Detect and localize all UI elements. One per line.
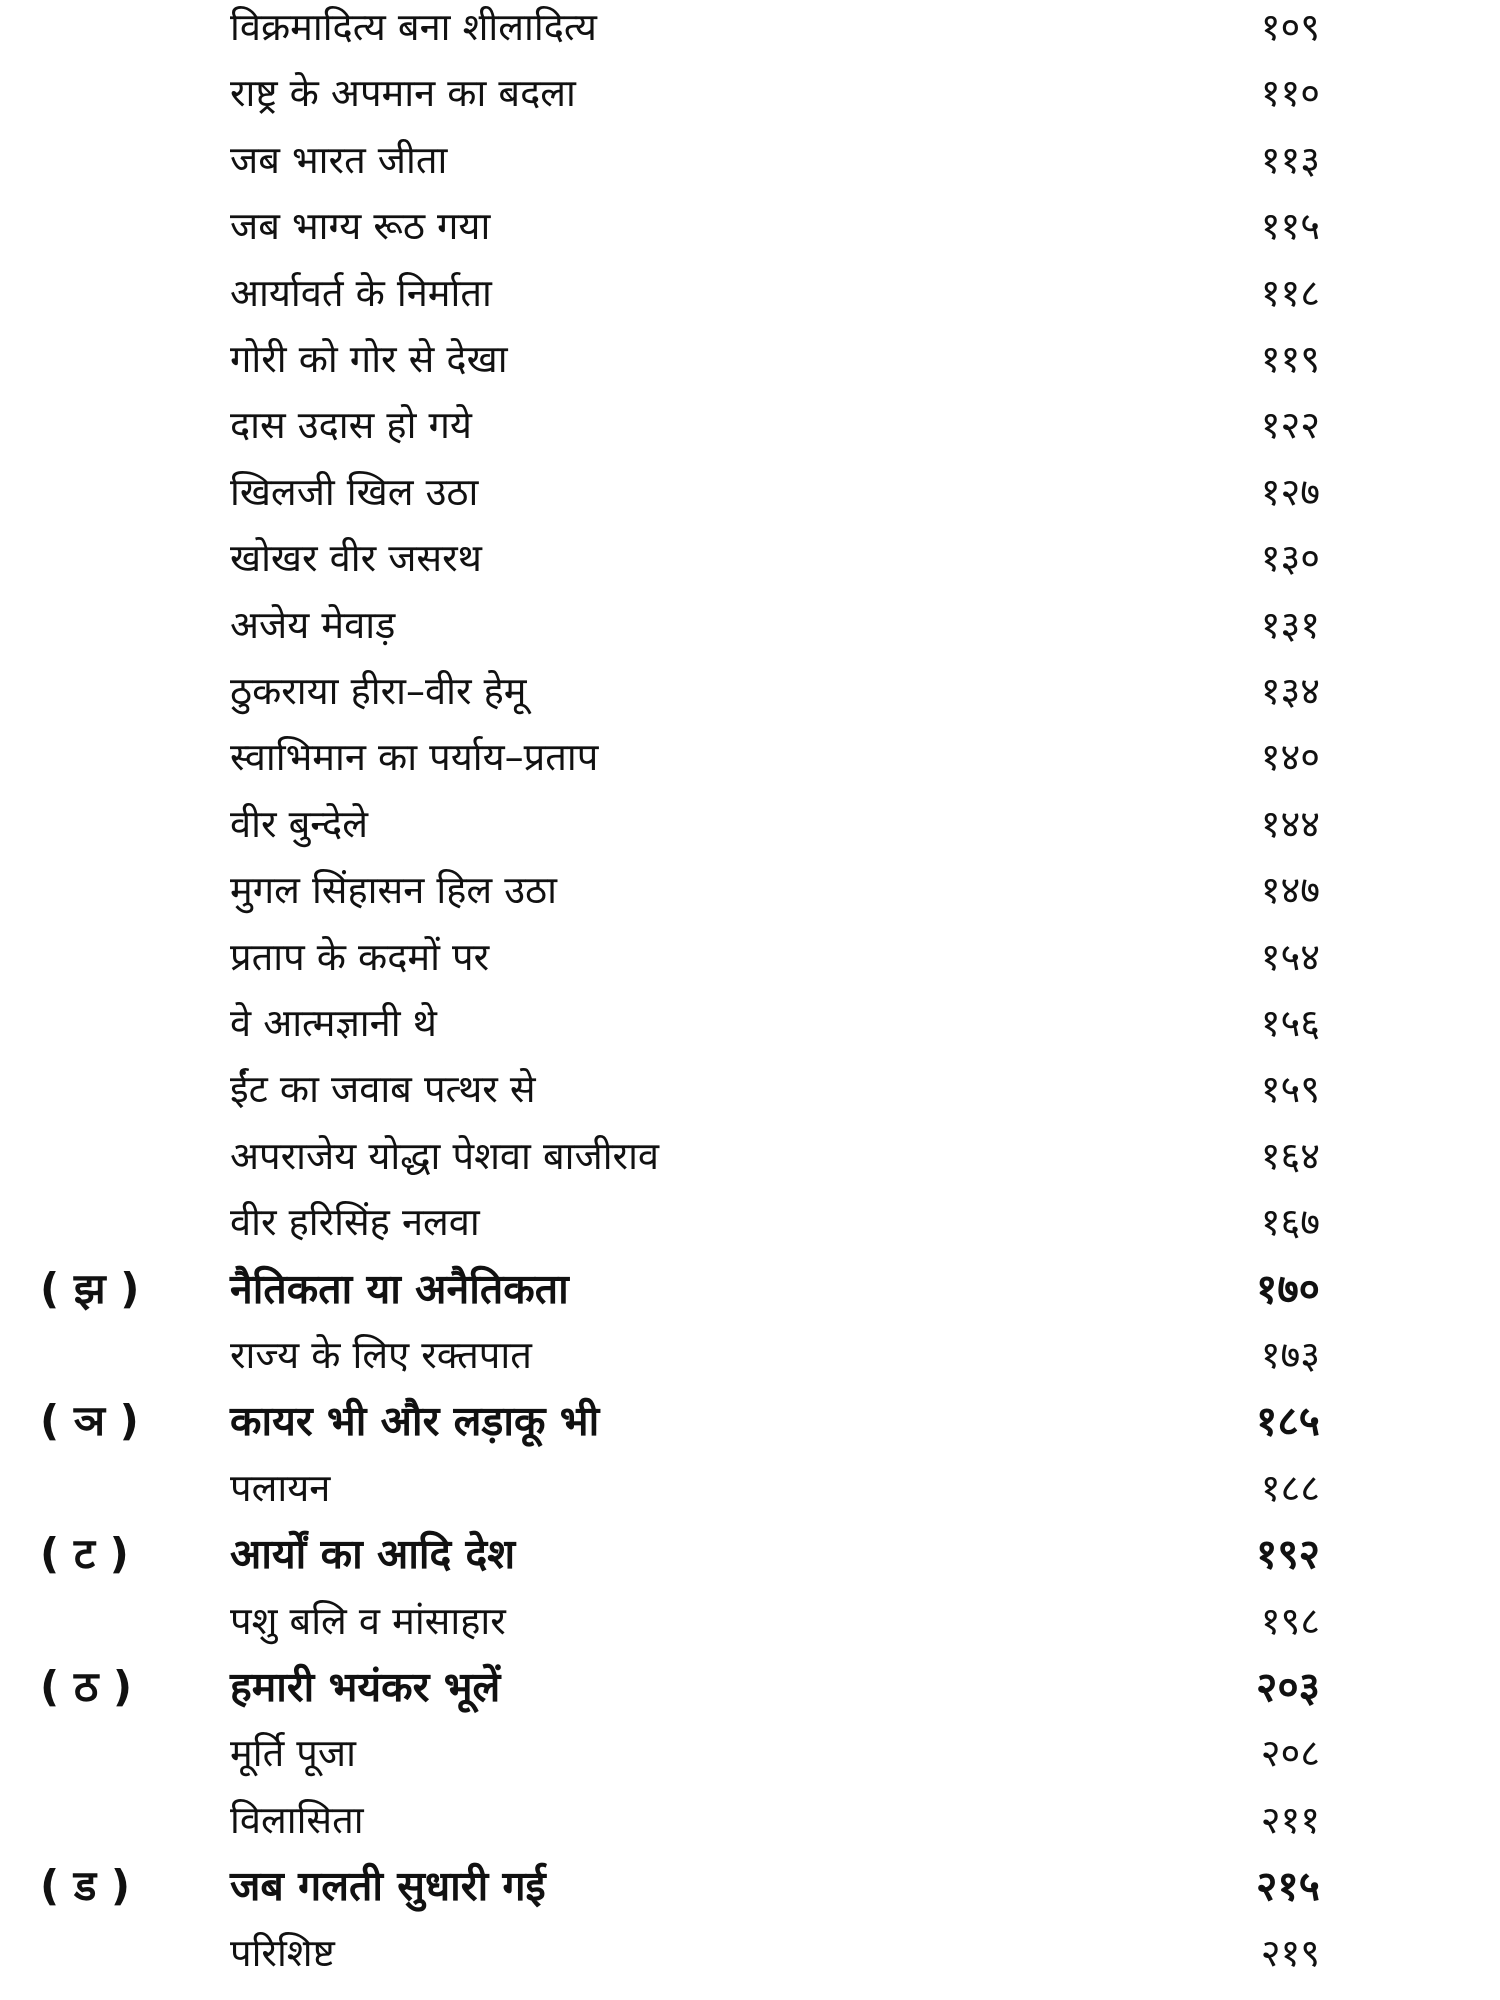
entry-title: दास उदास हो गये — [230, 403, 472, 448]
page-number: १४० — [1260, 735, 1320, 780]
entry-title: ठुकराया हीरा–वीर हेमू — [230, 669, 527, 713]
entry-title: वीर बुन्देले — [230, 801, 368, 846]
toc-entry-row — [0, 1588, 1500, 1654]
toc-entry-row — [0, 1322, 1500, 1388]
page-number: १६४ — [1260, 1133, 1320, 1178]
page-number: १५४ — [1260, 934, 1320, 979]
entry-title: आर्यावर्त के निर्माता — [230, 270, 492, 315]
toc-entry-row — [0, 791, 1500, 857]
toc-section-row — [0, 1521, 1500, 1587]
section-marker: ( ठ ) — [40, 1662, 133, 1711]
toc-entry-row — [0, 127, 1500, 193]
entry-title: विक्रमादित्य बना शीलादित्य — [230, 5, 597, 49]
entry-title: आर्यों का आदि देश — [230, 1530, 516, 1579]
page-number: १८५ — [1256, 1397, 1320, 1446]
entry-title: प्रताप के कदमों पर — [230, 934, 490, 979]
entry-title: जब भारत जीता — [230, 137, 448, 182]
toc-entry-row — [0, 924, 1500, 990]
page-number: २०३ — [1256, 1663, 1320, 1711]
toc-entry-row — [0, 0, 1500, 60]
toc-entry-row — [0, 1920, 1500, 1986]
entry-title: ईंट का जवाब पत्थर से — [230, 1067, 536, 1112]
entry-title: जब गलती सुधारी गई — [230, 1862, 546, 1911]
toc-section-row — [0, 1853, 1500, 1919]
toc-entry-row — [0, 1720, 1500, 1786]
page-number: १५६ — [1260, 1001, 1320, 1045]
page-number: १४४ — [1260, 801, 1320, 846]
entry-title: स्वाभिमान का पर्याय–प्रताप — [230, 735, 599, 780]
page-number: १७० — [1256, 1264, 1320, 1313]
entry-title: खिलजी खिल उठा — [230, 469, 479, 514]
toc-entry-row — [0, 1189, 1500, 1255]
page-number: १०९ — [1260, 5, 1320, 49]
entry-title: राज्य के लिए रक्तपात — [230, 1333, 532, 1377]
toc-entry-row — [0, 525, 1500, 591]
toc-entry-row — [0, 1123, 1500, 1189]
toc-entry-row — [0, 260, 1500, 326]
entry-title: अजेय मेवाड़ — [230, 602, 396, 647]
page-number: २१५ — [1256, 1862, 1320, 1911]
page-number: १३१ — [1260, 602, 1320, 647]
page-number: ११९ — [1260, 337, 1320, 381]
page-number: ११५ — [1260, 204, 1320, 249]
toc-entry-row — [0, 990, 1500, 1056]
page-number: १९८ — [1260, 1598, 1320, 1643]
page-number: १३४ — [1260, 669, 1320, 713]
entry-title: वीर हरिसिंह नलवा — [230, 1200, 480, 1245]
entry-title: वे आत्मज्ञानी थे — [230, 1001, 437, 1045]
section-marker: ( ञ ) — [40, 1396, 139, 1446]
page-number: १६७ — [1260, 1200, 1320, 1245]
entry-title: राष्ट्र के अपमान का बदला — [230, 71, 576, 116]
toc-entry-row — [0, 592, 1500, 658]
section-marker: ( ट ) — [40, 1529, 129, 1579]
toc-entry-row — [0, 1787, 1500, 1853]
entry-title: पलायन — [230, 1465, 331, 1510]
page-number: १४७ — [1260, 868, 1320, 913]
entry-title: जब भाग्य रूठ गया — [230, 204, 491, 249]
section-marker: ( ड ) — [40, 1861, 131, 1911]
toc-entry-row — [0, 724, 1500, 790]
entry-title: हमारी भयंकर भूलें — [230, 1663, 501, 1711]
entry-title: पशु बलि व मांसाहार — [230, 1598, 506, 1643]
entry-title: मुगल सिंहासन हिल उठा — [230, 868, 557, 913]
entry-title: कायर भी और लड़ाकू भी — [230, 1397, 600, 1446]
toc-entry-row — [0, 857, 1500, 923]
page-number: १५९ — [1260, 1067, 1320, 1112]
entry-title: नैतिकता या अनैतिकता — [230, 1264, 569, 1313]
page-number: १८८ — [1260, 1465, 1320, 1510]
entry-title: मूर्ति पूजा — [230, 1731, 356, 1776]
page-number: २०८ — [1260, 1731, 1320, 1776]
toc-entry-row — [0, 1056, 1500, 1122]
page-number: २११ — [1260, 1797, 1320, 1842]
entry-title: विलासिता — [230, 1797, 364, 1842]
toc-entry-row — [0, 60, 1500, 126]
entry-title: गोरी को गोर से देखा — [230, 337, 508, 381]
toc-entry-row — [0, 1455, 1500, 1521]
entry-title: खोखर वीर जसरथ — [230, 536, 482, 581]
page-number: १३० — [1260, 536, 1320, 581]
toc-section-row — [0, 1654, 1500, 1720]
toc-entry-row — [0, 193, 1500, 259]
page-number: ११३ — [1260, 137, 1320, 182]
toc-entry-row — [0, 392, 1500, 458]
entry-title: परिशिष्ट — [230, 1930, 335, 1975]
toc-section-row — [0, 1256, 1500, 1322]
section-marker: ( झ ) — [40, 1263, 140, 1313]
page-number: १२७ — [1260, 469, 1320, 514]
page-number: १९२ — [1256, 1530, 1320, 1579]
toc-entry-row — [0, 326, 1500, 392]
toc-entry-row — [0, 658, 1500, 724]
page-number: ११८ — [1260, 270, 1320, 315]
page-number: १७३ — [1260, 1333, 1320, 1377]
toc-section-row — [0, 1388, 1500, 1454]
page-number: २१९ — [1260, 1930, 1320, 1975]
entry-title: अपराजेय योद्धा पेशवा बाजीराव — [230, 1133, 660, 1178]
page-number: १२२ — [1260, 403, 1320, 448]
page-number: ११० — [1260, 71, 1320, 116]
toc-entry-row — [0, 459, 1500, 525]
